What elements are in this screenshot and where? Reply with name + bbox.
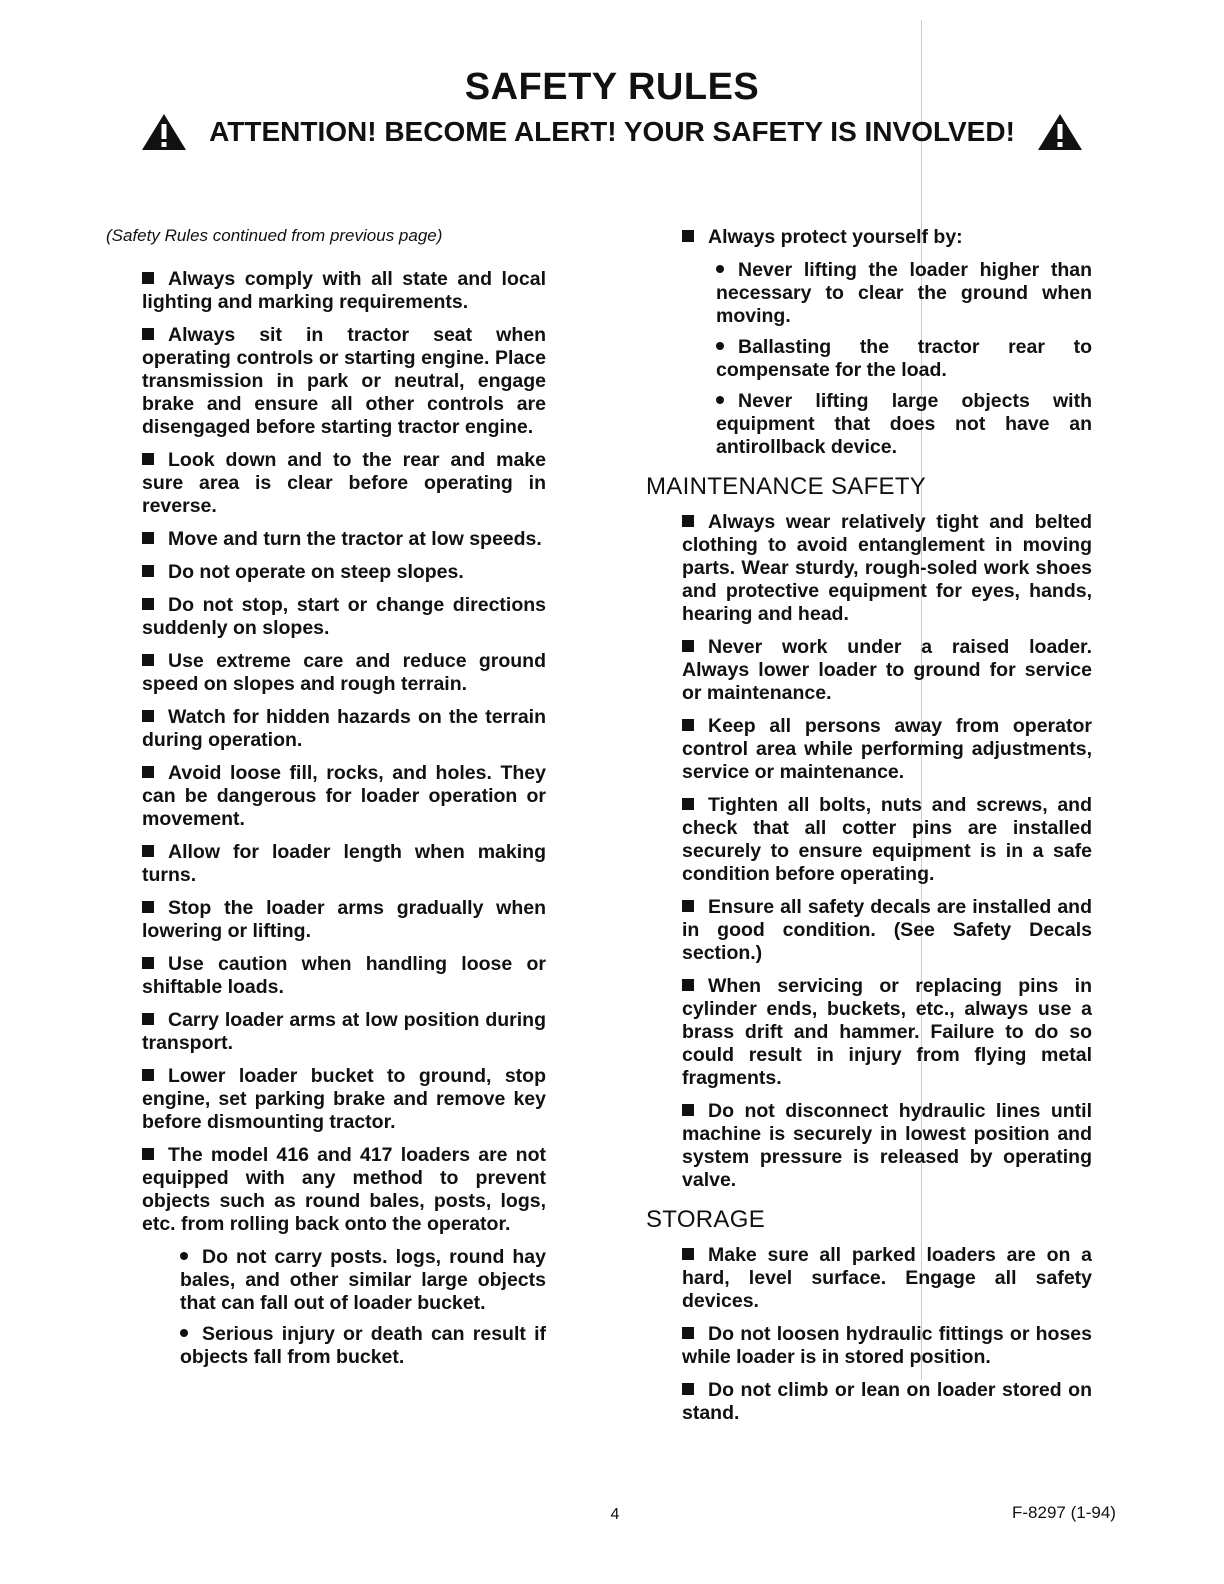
storage-item: Make sure all parked loaders are on a hard, level surface. Engage all safety devices. (682, 1244, 1092, 1312)
rule-item: Do not stop, start or change directions suddenly on slopes. (142, 594, 546, 639)
bullet-square-icon (142, 328, 154, 340)
bullet-square-icon (142, 532, 154, 544)
bullet-square-icon (682, 798, 694, 810)
storage-item: Do not loosen hydraulic fittings or hoses while loader is in stored position. (682, 1323, 1092, 1368)
bullet-square-icon (142, 272, 154, 284)
rule-item: Always sit in tractor seat when operating controls or starting engine. Place transmission in park or neutral, engage brake and ensure all other controls are disengaged before starting tractor engine. (142, 324, 546, 438)
bullet-square-icon (682, 900, 694, 912)
form-code: F-8297 (1-94) (1012, 1503, 1116, 1522)
rule-item: Do not operate on steep slopes. (142, 561, 546, 584)
bullet-square-icon (142, 598, 154, 610)
bullet-square-icon (142, 901, 154, 913)
rule-item: The model 416 and 417 loaders are not equipped with any method to prevent objects such as round bales, posts, logs, etc. from rolling back onto the operator. (142, 1144, 546, 1235)
bullet-square-icon (142, 845, 154, 857)
bullet-dot-icon (180, 1252, 188, 1260)
bullet-square-icon (682, 1104, 694, 1116)
protect-item: Never lifting the loader higher than necessary to clear the ground when moving. (716, 259, 1092, 327)
bullet-square-icon (142, 1013, 154, 1025)
right-column (646, 226, 1092, 1435)
page-title: SAFETY RULES (464, 66, 760, 108)
bullet-square-icon (682, 640, 694, 652)
bullet-square-icon (682, 1383, 694, 1395)
rule-item: Carry loader arms at low position during transport. (142, 1009, 546, 1054)
bullet-dot-icon (716, 342, 724, 350)
warning-triangle-icon (1036, 112, 1084, 152)
protect-item: Never lifting large objects with equipment that does not have an antirollback device. (716, 390, 1092, 458)
rule-item: Use extreme care and reduce ground speed on slopes and rough terrain. (142, 650, 546, 695)
maintenance-heading: MAINTENANCE SAFETY (646, 473, 927, 500)
rule-item: Lower loader bucket to ground, stop engine, set parking brake and remove key before dismounting tractor. (142, 1065, 546, 1133)
bullet-square-icon (682, 979, 694, 991)
maintenance-item: Do not disconnect hydraulic lines until machine is securely in lowest position and system pressure is released by operating valve. (682, 1100, 1092, 1191)
bullet-square-icon (142, 710, 154, 722)
page-number: 4 (610, 1506, 620, 1523)
bullet-square-icon (142, 1148, 154, 1160)
maintenance-item: Tighten all bolts, nuts and screws, and check that all cotter pins are installed securely to ensure equipment is in a safe condition before operating. (682, 794, 1092, 885)
protect-item: Ballasting the tractor rear to compensate for the load. (716, 336, 1092, 381)
storage-heading: STORAGE (646, 1206, 766, 1233)
maintenance-item: When servicing or replacing pins in cylinder ends, buckets, etc., always use a brass drift and hammer. Failure to do so could result in injury from flying metal fragments. (682, 975, 1092, 1089)
storage-item: Do not climb or lean on loader stored on stand. (682, 1379, 1092, 1424)
bullet-square-icon (142, 654, 154, 666)
bullet-dot-icon (180, 1329, 188, 1337)
sub-rule-item: Do not carry posts. logs, round hay bales, and other similar large objects that can fall out of loader bucket. (180, 1246, 546, 1314)
bullet-square-icon (682, 1327, 694, 1339)
attention-banner (140, 110, 1084, 154)
bullet-square-icon (682, 230, 694, 242)
attention-text: ATTENTION! BECOME ALERT! YOUR SAFETY IS INVOLVED! (209, 116, 1015, 147)
left-column (106, 226, 546, 1377)
bullet-dot-icon (716, 265, 724, 273)
rule-item: Always comply with all state and local lighting and marking requirements. (142, 268, 546, 313)
rule-item: Stop the loader arms gradually when lowering or lifting. (142, 897, 546, 942)
bullet-square-icon (682, 719, 694, 731)
warning-triangle-icon (140, 112, 188, 152)
bullet-square-icon (142, 565, 154, 577)
rule-item: Watch for hidden hazards on the terrain during operation. (142, 706, 546, 751)
maintenance-item: Ensure all safety decals are installed and in good condition. (See Safety Decals section.) (682, 896, 1092, 964)
rule-item: Avoid loose fill, rocks, and holes. They can be dangerous for loader operation or movement. (142, 762, 546, 830)
continued-note: (Safety Rules continued from previous page) (106, 226, 443, 245)
bullet-square-icon (142, 766, 154, 778)
maintenance-item: Never work under a raised loader. Always lower loader to ground for service or maintenance. (682, 636, 1092, 704)
protect-lead: Always protect yourself by: (682, 226, 1092, 249)
bullet-square-icon (682, 515, 694, 527)
maintenance-item: Keep all persons away from operator control area while performing adjustments, service or maintenance. (682, 715, 1092, 783)
rule-item: Move and turn the tractor at low speeds. (142, 528, 546, 551)
bullet-square-icon (682, 1248, 694, 1260)
rule-item: Use caution when handling loose or shiftable loads. (142, 953, 546, 998)
bullet-square-icon (142, 453, 154, 465)
bullet-square-icon (142, 1069, 154, 1081)
rule-item: Look down and to the rear and make sure area is clear before operating in reverse. (142, 449, 546, 517)
maintenance-item: Always wear relatively tight and belted clothing to avoid entanglement in moving parts. Wear sturdy, rough-soled work shoes and protective equipment for eyes, hands, hearing and head. (682, 511, 1092, 625)
bullet-square-icon (142, 957, 154, 969)
sub-rule-item: Serious injury or death can result if objects fall from bucket. (180, 1323, 546, 1368)
rule-item: Allow for loader length when making turns. (142, 841, 546, 886)
bullet-dot-icon (716, 396, 724, 404)
